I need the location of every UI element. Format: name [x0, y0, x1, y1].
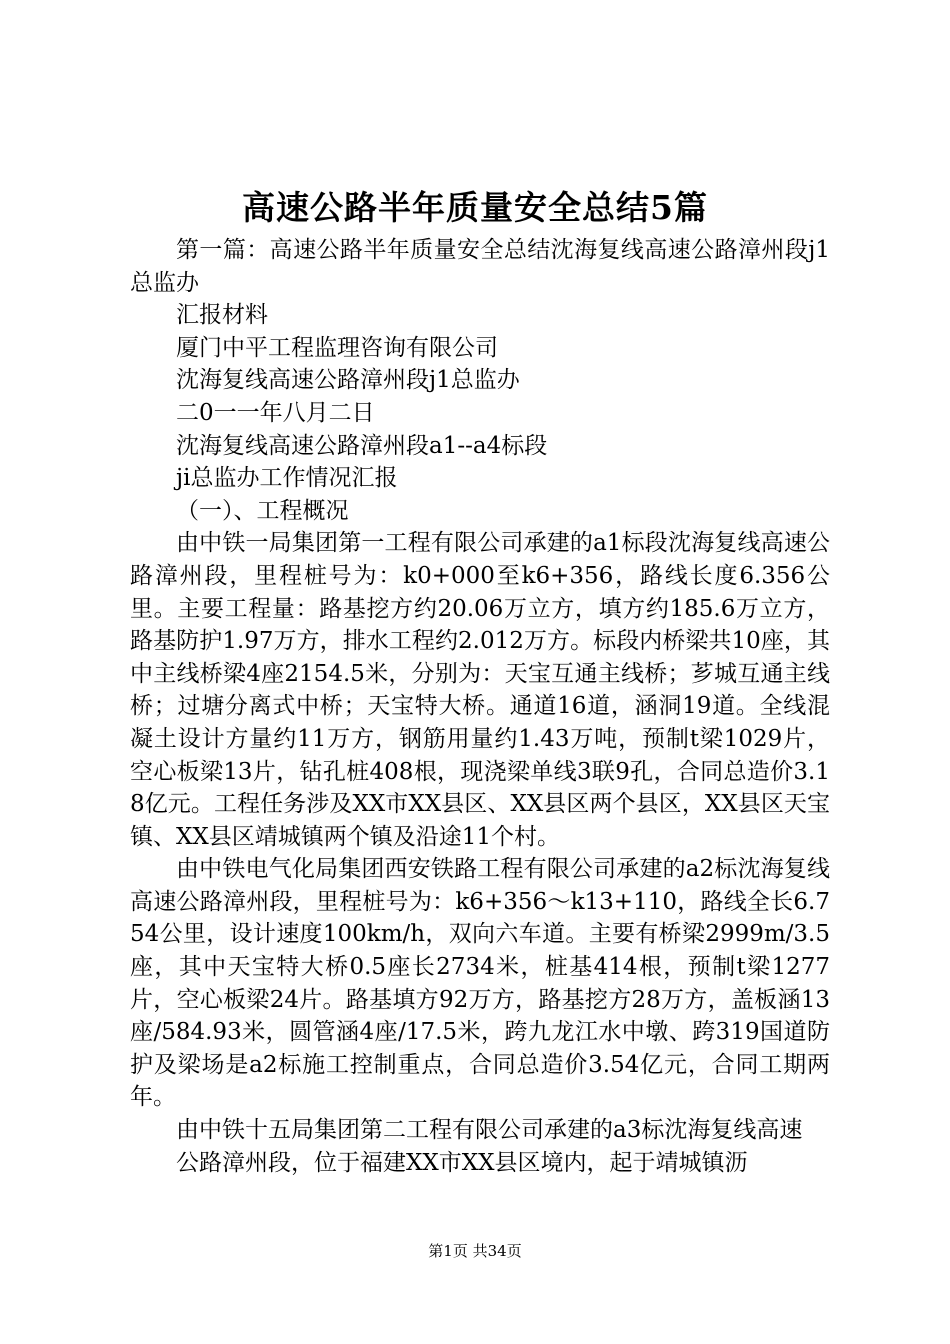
paragraph: 由中铁十五局集团第二工程有限公司承建的a3标沈海复线高速	[176, 1117, 803, 1144]
paragraph: 二0一一年八月二日	[176, 399, 375, 426]
paragraph: 由中铁电气化局集团西安铁路工程有限公司承建的a2标沈海复线高速公路漳州段，里程桩号为：k6+356～k13+110，路线全长6.754公里，设计速度100km/h，双向六车道。主要有桥梁2999m/3.5座，其中天宝特大桥0.5座长2734米，桩基414根，预制t梁1277片，空心板梁24片。路基填方92万方，路基挖方28万方，盖板涵13座/584.93米，圆管涵4座/17.5米，跨九龙江水中墩、跨319国道防护及梁场是a2标施工控制重点，合同总造价3.54亿元，合同工期两年。	[130, 856, 830, 1111]
paragraph: 沈海复线高速公路漳州段a1--a4标段	[176, 432, 548, 459]
document-title: 高速公路半年质量安全总结5篇	[242, 188, 708, 227]
paragraph: 沈海复线高速公路漳州段j1总监办	[176, 367, 520, 394]
paragraph: 第一篇：高速公路半年质量安全总结沈海复线高速公路漳州段j1总监办	[130, 237, 830, 296]
document-body	[130, 234, 830, 1179]
paragraph: 厦门中平工程监理咨询有限公司	[176, 334, 498, 361]
paragraph: 汇报材料	[176, 302, 268, 329]
page-footer: 第1页 共34页	[428, 1242, 522, 1260]
paragraph: 公路漳州段，位于福建XX市XX县区境内，起于靖城镇沥	[176, 1149, 748, 1176]
paragraph: 由中铁一局集团第一工程有限公司承建的a1标段沈海复线高速公路漳州段，里程桩号为：k0+000至k6+356，路线长度6.356公里。主要工程量：路基挖方约20.06万立方，填方约185.6万立方，路基防护1.97万方，排水工程约2.012万方。标段内桥梁共10座，其中主线桥梁4座2154.5米，分别为：天宝互通主线桥；芗城互通主线桥；过塘分离式中桥；天宝特大桥。通道16道，涵洞19道。全线混凝土设计方量约11万方，钢筋用量约1.43万吨，预制t梁1029片，空心板梁13片，钻孔桩408根，现浇梁单线3联9孔，合同总造价3.18亿元。工程任务涉及XX市XX县区、XX县区两个县区，XX县区天宝镇、XX县区靖城镇两个镇及沿途11个村。	[130, 530, 830, 850]
section-heading: （一）、工程概况	[176, 497, 349, 524]
paragraph: ji总监办工作情况汇报	[176, 465, 398, 492]
